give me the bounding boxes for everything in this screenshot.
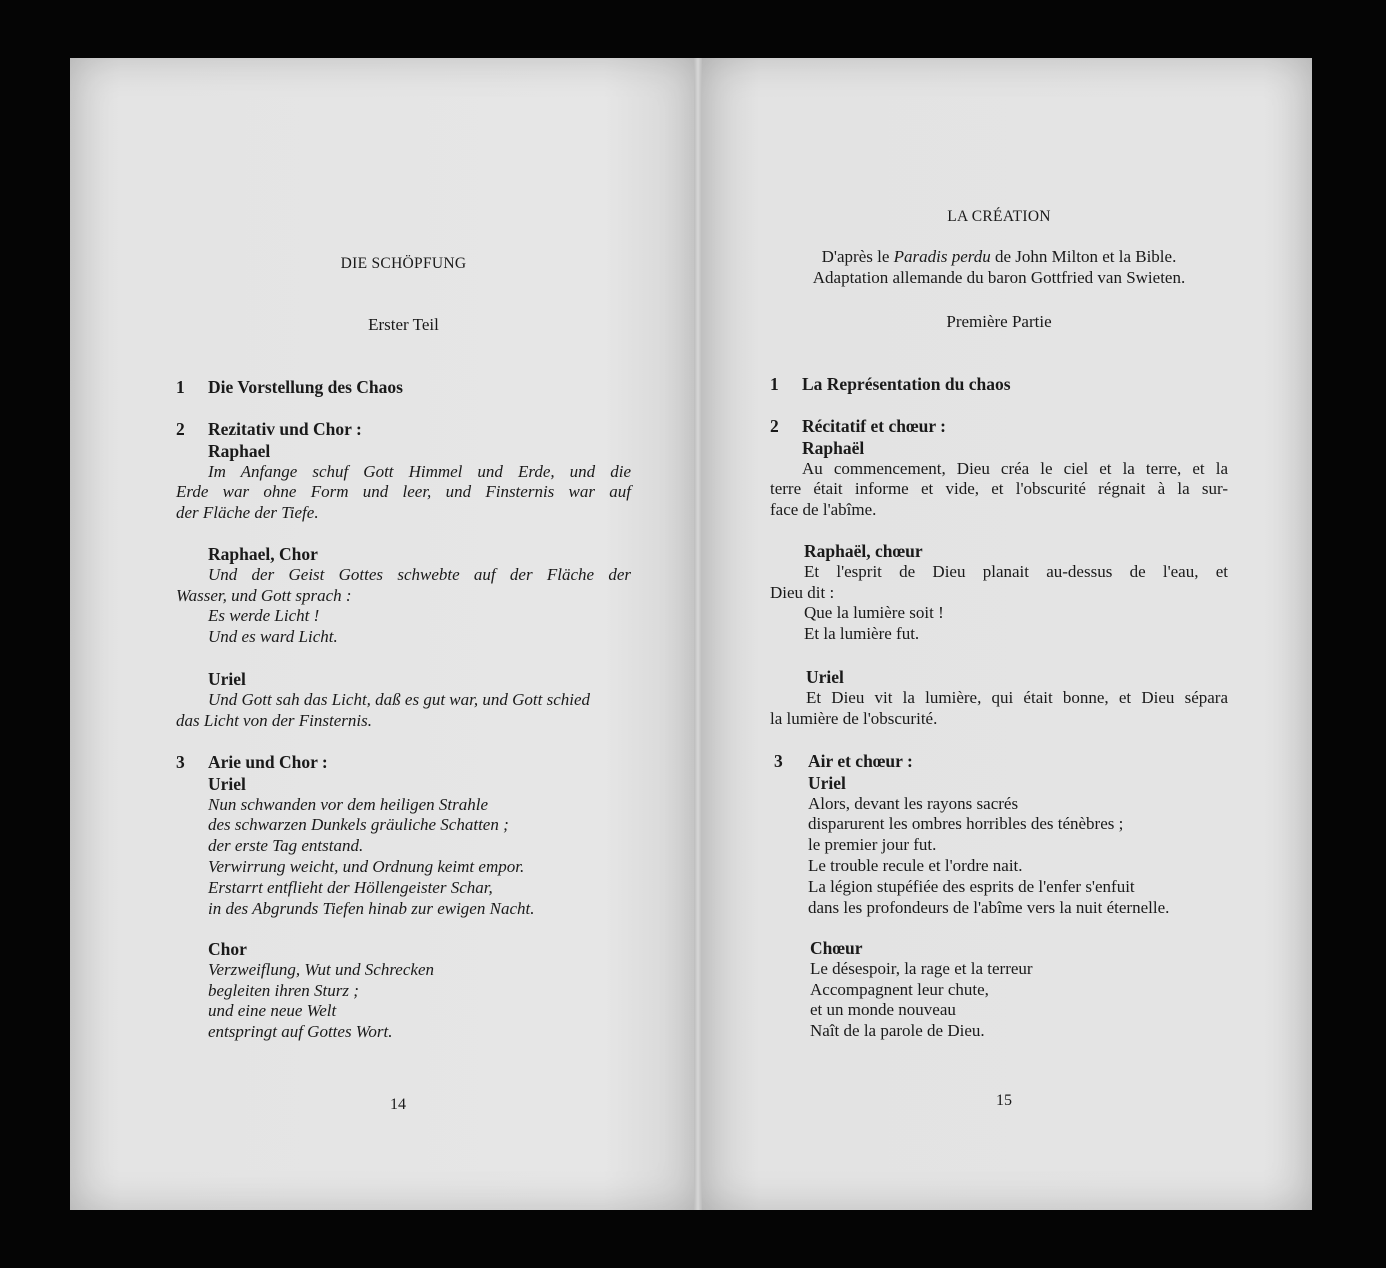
left-page-number: 14 (390, 1096, 406, 1113)
left-section-3: 3 Arie und Chor : Uriel Nun schwanden vor dem heiligen Strahle des schwarzen Dunkels gräuliche Schatten ; der erste Tag entstand. Verwirrung weicht, und Ordnung keimt empor. Erstarrt entflieht der Höllengeister Schar, in des Abgrunds Tiefen hinab zur ewigen Nacht. (176, 752, 535, 918)
book-gutter (694, 58, 702, 1210)
right-section-3b: Chœur Le désespoir, la rage et la terreur Accompagnent leur chute, et un monde nouveau Naît de la parole de Dieu. (810, 938, 1033, 1041)
left-section-2: 2 Rezitativ und Chor : Raphael Im Anfange schuf Gott Himmel und Erde, und die Erde war ohne Form und leer, und Finsternis war auf der Fläche der Tiefe. (176, 419, 631, 523)
right-part-heading: Première Partie (946, 312, 1052, 331)
right-subtitle-2: Adaptation allemande du baron Gottfried van Swieten. (812, 268, 1186, 287)
right-section-2c: Uriel Et Dieu vit la lumière, qui était bonne, et Dieu sépara la lumière de l'obscurité. (770, 667, 1228, 728)
right-title: LA CRÉATION (947, 208, 1051, 225)
right-section-1: 1 La Représentation du chaos (770, 374, 1011, 394)
speaker-label: Raphael (208, 440, 271, 461)
left-part-heading: Erster Teil (368, 315, 439, 334)
right-page-number: 15 (996, 1092, 1012, 1109)
left-section-2c: Uriel Und Gott sah das Licht, daß es gut war, und Gott schied das Licht von der Finsternis. (176, 669, 591, 730)
right-section-3: 3 Air et chœur : Uriel Alors, devant les rayons sacrés disparurent les ombres horribles des ténèbres ; le premier jour fut. Le trouble recule et l'ordre nait. La légion stupéfiée des esprits de l'enfer s'enfuit dans les profondeurs de l'abîme vers la nuit éternelle. (774, 751, 1170, 917)
left-section-3b: Chor Verzweiflung, Wut und Schrecken begleiten ihren Sturz ; und eine neue Welt entspringt auf Gottes Wort. (208, 939, 434, 1042)
right-section-2: 2 Récitatif et chœur : Raphaël Au commencement, Dieu créa le ciel et la terre, et la terre était informe et vide, et l'obscurité régnait à la sur- face de l'abîme. (770, 416, 1228, 520)
right-section-2b: Raphaël, chœur Et l'esprit de Dieu planait au-dessus de l'eau, et Dieu dit : Que la lumière soit ! Et la lumière fut. (770, 541, 1228, 644)
left-section-2b: Raphael, Chor Und der Geist Gottes schwebte auf der Fläche der Wasser, und Gott sprach : Es werde Licht ! Und es ward Licht. (176, 544, 631, 647)
left-section-1: 1 Die Vorstellung des Chaos (176, 377, 403, 397)
left-title: DIE SCHÖPFUNG (340, 255, 467, 272)
right-subtitle: D'après le Paradis perdu de John Milton et la Bible. (821, 247, 1177, 266)
